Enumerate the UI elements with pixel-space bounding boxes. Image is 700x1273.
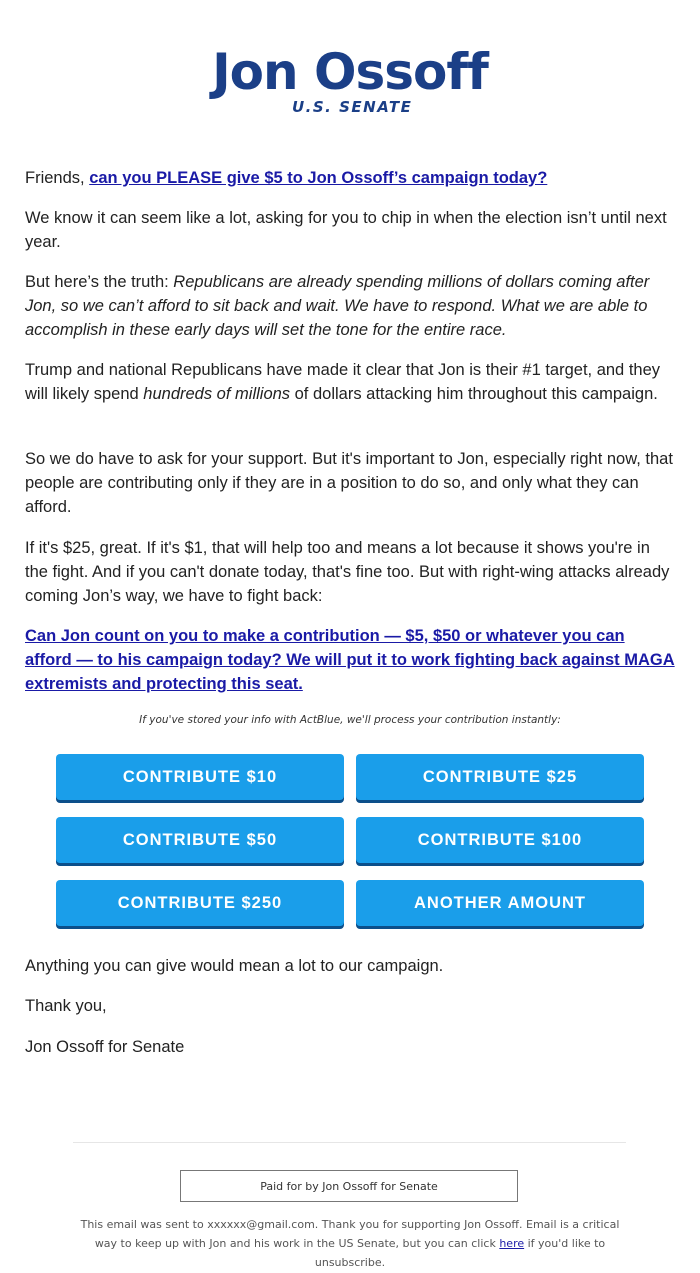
- footer-text: [70, 1215, 630, 1272]
- intro-text: Friends,: [25, 169, 90, 187]
- actblue-note: If you've stored your info with ActBlue, we'll process your contribution instantly:: [139, 714, 561, 726]
- paragraph-election-timing: We know it can seem like a lot, asking for you to chip in when the election isn’t until next year.: [25, 209, 667, 251]
- logo-wordmark: Jon Ossoff: [212, 43, 488, 101]
- paragraph-fight: If it's $25, great. If it's $1, that will help too and means a lot because it shows you're in the fight. And if you can't donate today, that's fine too. But with right-wing attacks already coming Jon’s way, we have to fight back:: [25, 539, 670, 605]
- cta-paragraph: [25, 624, 675, 696]
- intro-paragraph: [25, 166, 675, 190]
- another-amount-button[interactable]: ANOTHER AMOUNT: [356, 880, 644, 926]
- target-text-b: of dollars attacking him throughout this campaign.: [290, 385, 658, 403]
- logo-subtitle: U.S. SENATE: [292, 98, 413, 116]
- paragraph-truth: [25, 270, 675, 342]
- contribute-50-button[interactable]: CONTRIBUTE $50: [56, 817, 344, 863]
- truth-prefix: But here’s the truth:: [25, 273, 174, 291]
- target-italic: hundreds of millions: [143, 385, 291, 403]
- footer-text-a: This email was sent to xxxxxx@gmail.com. Thank you for supporting Jon Ossoff. Email is a critical way to keep up with Jon and his work in the US Senate, but you can click: [80, 1218, 620, 1250]
- paragraph-support: So we do have to ask for your support. But it's important to Jon, especially right now, that people are contributing only if they are in a position to do so, and only what they can afford.: [25, 450, 673, 516]
- campaign-logo: [0, 40, 700, 120]
- thank-you-line: Thank you,: [25, 997, 107, 1015]
- truth-italic: Republicans are already spending millions of dollars coming after Jon, so we can’t afford to sit back and wait. We have to respond. What we are able to accomplish in these early days will set the tone for the entire race.: [25, 273, 650, 339]
- intro-donate-link[interactable]: can you PLEASE give $5 to Jon Ossoff’s campaign today?: [89, 169, 548, 187]
- closing-line: Anything you can give would mean a lot to our campaign.: [25, 957, 444, 975]
- target-text-a: Trump and national Republicans have made it clear that Jon is their #1 target, and they will likely spend: [25, 361, 661, 403]
- contribute-100-button[interactable]: CONTRIBUTE $100: [356, 817, 644, 863]
- paid-for-box: Paid for by Jon Ossoff for Senate: [180, 1170, 518, 1202]
- unsubscribe-link[interactable]: here: [499, 1237, 525, 1250]
- cta-donate-link[interactable]: Can Jon count on you to make a contribution — $5, $50 or whatever you can afford — to his campaign today? We will put it to work fighting back against MAGA extremists and protecting this seat.: [25, 627, 675, 693]
- contribute-10-button[interactable]: CONTRIBUTE $10: [56, 754, 344, 800]
- signature: Jon Ossoff for Senate: [25, 1038, 185, 1056]
- footer-text-b: if you'd like to unsubscribe.: [314, 1237, 606, 1269]
- footer-divider: [73, 1142, 626, 1143]
- contribute-25-button[interactable]: CONTRIBUTE $25: [356, 754, 644, 800]
- contribute-250-button[interactable]: CONTRIBUTE $250: [56, 880, 344, 926]
- paragraph-target: [25, 358, 675, 406]
